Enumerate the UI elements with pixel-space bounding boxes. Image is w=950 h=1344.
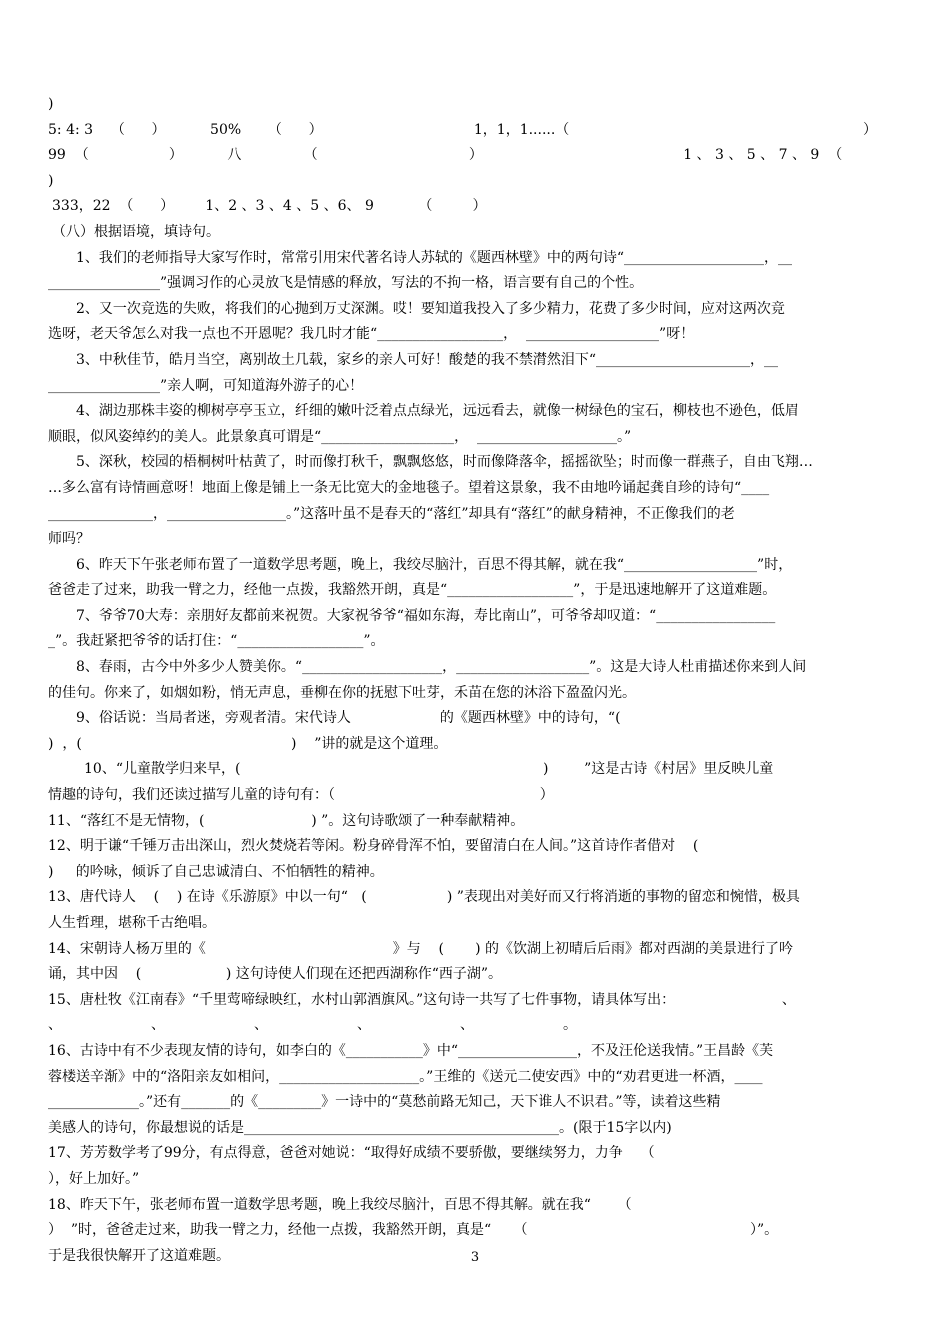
question-5-line: …多么富有诗情画意呀！地面上像是铺上一条无比宽大的金地毯子。望着这景象，我不由地吟诵起龚自珍的诗句“____ [48, 479, 770, 496]
question-4-line: 顺眼，似风姿绰约的美人。此景象真可谓是“___________________， ____________________。” [48, 428, 632, 445]
question-16-line: _____________。”还有_______的《_________》一诗中的“莫愁前路无知己，天下谁人不识君。”等，读着这些精 [48, 1094, 721, 1111]
question-6-line: 6、昨天下午张老师布置了一道数学思考题，晚上，我绞尽脑汁，百思不得其解，就在我“___________________”时， [76, 556, 793, 573]
page-number: 3 [470, 1250, 480, 1265]
question-16-line: 美感人的诗句，你最想说的话是_____________________________________________。(限于15字以内) [48, 1119, 672, 1136]
question-18-line: 于是我很快解开了这道难题。 [48, 1247, 230, 1264]
question-16-line: 16、古诗中有不少表现友情的诗句，如李白的《___________》中“_________________，不及汪伦送我情。”王昌龄《芙 [48, 1042, 774, 1059]
question-8-line: 的佳句。你来了，如烟如粉，悄无声息，垂柳在你的抚慰下吐芽，禾苗在您的沐浴下盈盈闪光。 [48, 684, 636, 701]
text-line: ) [48, 96, 54, 112]
question-9-line: 9、俗话说：当局者迷，旁观者清。宋代诗人 的《题西林壁》中的诗句，“( [76, 710, 621, 727]
question-5-line: _______________，_________________。”这落叶虽不是春天的“落红”却具有“落红”的献身精神，不正像我们的老 [48, 505, 735, 522]
question-7-line: 7、爷爷70大寿：亲朋好友都前来祝贺。大家祝爷爷“福如东海，寿比南山”，可爷爷却叹道：“_________________ [76, 607, 776, 624]
text-line: 5: 4: 3 （ ） 50% （ ） 1，1，1......（ ） [48, 121, 878, 138]
section-heading: （八）根据语境，填诗句。 [52, 223, 220, 240]
question-11-line: 11、“落红不是无情物，( ) ”。这句诗歌颂了一种奉献精神。 [48, 812, 525, 829]
question-5-line: 师吗？ [48, 531, 90, 548]
question-18-line: 18、昨天下午，张老师布置一道数学思考题，晚上我绞尽脑汁，百思不得其解。就在我“ （ [48, 1196, 632, 1213]
question-1-line: ________________”强调习作的心灵放飞是情感的释放，写法的不拘一格，语言要有自己的个性。 [48, 275, 644, 292]
question-4-line: 4、湖边那株丰姿的柳树亭亭玉立，纤细的嫩叶泛着点点绿光，远远看去，就像一树绿色的宝石，柳枝也不逊色，低眉 [76, 403, 799, 420]
question-3-line: ________________”亲人啊，可知道海外游子的心！ [48, 377, 364, 394]
question-13-line: 13、唐代诗人 ( ) 在诗《乐游原》中以一句“ ( ) ”表现出对美好而又行将消逝的事物的留恋和惋惜，极具 [48, 889, 800, 906]
question-6-line: 爸爸走了过来，助我一臂之力，经他一点拨，我豁然开朗，真是“__________________”，于是迅速地解开了这道难题。 [48, 582, 777, 599]
question-17-line: 17、芳芳数学考了99分，有点得意，爸爸对她说：“取得好成绩不要骄傲，要继续努力，力争 （ [48, 1145, 655, 1162]
question-14-line: 诵，其中因 ( ) 这句诗使人们现在还把西湖称作“西子湖”。 [48, 966, 503, 983]
question-5-line: 5、深秋，校园的梧桐树叶枯黄了，时而像打秋千，飘飘悠悠，时而像降落伞，摇摇欲坠；时而像一群燕子，自由飞翔… [76, 454, 813, 471]
question-12-line: ) 的吟咏，倾诉了自己忠诚清白、不怕牺牲的精神。 [48, 863, 384, 880]
question-8-line: 8、春雨，古今中外多少人赞美你。“____________________，___________________”。这是大诗人杜甫描述你来到人间 [76, 659, 807, 676]
question-1-line: 1、我们的老师指导大家写作时，常常引用宋代著名诗人苏轼的《题西林壁》中的两句诗“____________________，__ [76, 249, 793, 266]
text-line: 99 （ ） 八 （ ） 1 、 3 、 5 、 7 、 9 （ [48, 147, 843, 164]
question-2-line: 2、又一次竞选的失败，将我们的心抛到万丈深渊。哎！要知道我投入了多少精力，花费了多少时间，应对这两次竞 [76, 300, 785, 317]
question-14-line: 14、宋朝诗人杨万里的《 》与 ( ) 的《饮湖上初晴后后雨》都对西湖的美景进行了吟 [48, 940, 794, 957]
text-line: 333，22 （ ） 1、2 、3 、4 、5 、6、 9 （ ） [52, 198, 487, 215]
question-17-line: ），好上加好。” [48, 1170, 140, 1187]
question-7-line: _”。我赶紧把爷爷的话打住：“__________________”。 [48, 633, 385, 650]
question-16-line: 蓉楼送辛渐》中的“洛阳亲友如相问，____________________。”王维的《送元二使安西》中的“劝君更进一杯酒，____ [48, 1068, 763, 1085]
question-18-line: ） ”时，爸爸走过来，助我一臂之力，经他一点拨，我豁然开朗，真是“ （ ）”。 [48, 1222, 779, 1239]
question-10-line: 情趣的诗句，我们还读过描写儿童的诗句有：（ ） [48, 787, 554, 804]
question-10-line: 10、“儿童散学归来早，( ) ”这是古诗《村居》里反映儿童 [84, 761, 774, 778]
document-body [48, 92, 906, 1269]
question-2-line: 选呀，老天爷怎么对我一点也不开恩呢？我几时才能“__________________， ___________________”呀！ [48, 326, 695, 343]
question-3-line: 3、中秋佳节，皓月当空，离别故土几载，家乡的亲人可好！酸楚的我不禁潸然泪下“______________________，__ [76, 351, 779, 368]
question-13-line: 人生哲理，堪称千古绝唱。 [48, 915, 216, 931]
question-15-line: 、 、 、 、 、 。 [48, 1017, 578, 1034]
question-15-line: 15、唐杜牧《江南春》“千里莺啼绿映红，水村山郭酒旗风。”这句诗一共写了七件事物，请具体写出： 、 [48, 991, 796, 1008]
question-12-line: 12、明于谦“千锤万击出深山，烈火焚烧若等闲。粉身碎骨浑不怕，要留清白在人间。”这首诗作者借对 ( [48, 838, 699, 855]
text-line: ) [48, 172, 54, 189]
question-9-line: ) ，( ) ”讲的就是这个道理。 [48, 735, 448, 752]
